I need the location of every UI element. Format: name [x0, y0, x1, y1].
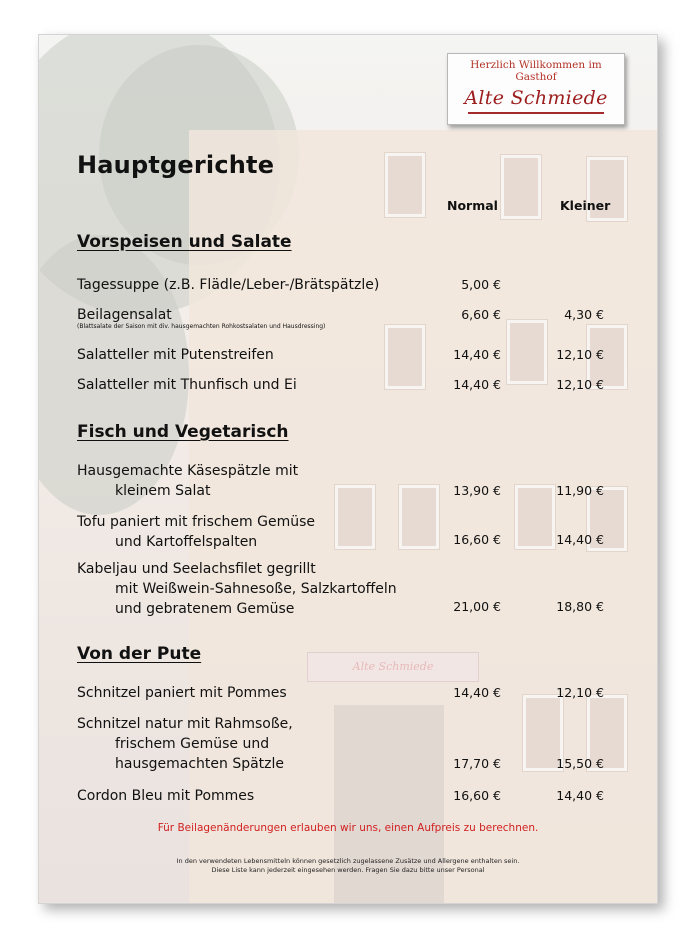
price-kleiner: 4,30 € — [564, 307, 604, 322]
item-line: frischem Gemüse und — [115, 736, 270, 752]
price-normal: 6,60 € — [461, 307, 501, 322]
price-kleiner: 14,40 € — [556, 788, 604, 803]
menu-item — [77, 683, 457, 703]
price-normal: 13,90 € — [453, 483, 501, 498]
item-line: Hausgemachte Käsespätzle mit — [77, 463, 299, 479]
allergen-notice-line: In den verwendeten Lebensmitteln können gesetzlich zugelassene Zusätze und Allergene enthalten sein. — [176, 857, 520, 865]
price-kleiner: 11,90 € — [556, 483, 604, 498]
surcharge-notice: Für Beilagenänderungen erlauben wir uns, einen Aufpreis zu berechnen. — [157, 822, 539, 834]
item-name: Tagessuppe (z.B. Flädle/Leber-/Brätspätzle) — [77, 277, 380, 293]
menu-item — [77, 512, 457, 552]
logo-underline — [468, 112, 604, 114]
price-kleiner: 12,10 € — [556, 377, 604, 392]
item-name: Schnitzel paniert mit Pommes — [77, 685, 287, 701]
item-line: und gebratenem Gemüse — [115, 601, 295, 617]
item-line: Tofu paniert mit frischem Gemüse — [77, 514, 316, 530]
price-normal: 14,40 € — [453, 377, 501, 392]
allergen-notice-line: Diese Liste kann jederzeit eingesehen werden. Fragen Sie dazu bitte unser Personal — [211, 866, 485, 874]
item-note: (Blattsalate der Saison mit div. hausgemachten Rohkostsalaten und Hausdressing) — [77, 323, 326, 330]
item-line: Kabeljau und Seelachsfilet gegrillt — [77, 561, 316, 577]
column-header-normal: Normal — [447, 198, 498, 213]
page-title: Hauptgerichte — [77, 151, 275, 179]
item-line: mit Weißwein-Sahnesoße, Salzkartoffeln — [115, 581, 397, 597]
price-kleiner: 14,40 € — [556, 532, 604, 547]
allergen-notice — [39, 857, 657, 875]
price-kleiner: 18,80 € — [556, 599, 604, 614]
menu-item — [77, 275, 457, 295]
price-normal: 5,00 € — [461, 277, 501, 292]
menu-item — [77, 786, 457, 806]
section-heading-fisch: Fisch und Vegetarisch — [77, 422, 289, 442]
price-normal: 14,40 € — [453, 685, 501, 700]
logo-welcome: Herzlich Willkommen im Gasthof — [470, 59, 602, 83]
menu-item — [77, 375, 457, 395]
price-kleiner: 12,10 € — [556, 685, 604, 700]
logo — [447, 53, 625, 125]
menu-page — [38, 34, 658, 904]
item-line: Schnitzel natur mit Rahmsoße, — [77, 716, 293, 732]
item-name: Salatteller mit Thunfisch und Ei — [77, 377, 297, 393]
section-heading-pute: Von der Pute — [77, 644, 202, 664]
price-normal: 16,60 € — [453, 532, 501, 547]
item-name: Beilagensalat — [77, 307, 172, 323]
item-line: hausgemachten Spätzle — [115, 756, 285, 772]
item-line: und Kartoffelspalten — [115, 534, 258, 550]
section-heading-vorspeisen: Vorspeisen und Salate — [77, 232, 292, 252]
price-kleiner: 15,50 € — [556, 756, 604, 771]
price-kleiner: 12,10 € — [556, 347, 604, 362]
price-normal: 16,60 € — [453, 788, 501, 803]
column-header-kleiner: Kleiner — [560, 198, 611, 213]
price-normal: 17,70 € — [453, 756, 501, 771]
menu-item — [77, 305, 457, 331]
menu-item — [77, 345, 457, 365]
price-normal: 14,40 € — [453, 347, 501, 362]
item-line: kleinem Salat — [115, 483, 211, 499]
logo-name: Alte Schmiede — [464, 87, 608, 109]
menu-item — [77, 461, 457, 501]
price-normal: 21,00 € — [453, 599, 501, 614]
menu-item — [77, 714, 457, 774]
item-name: Cordon Bleu mit Pommes — [77, 788, 255, 804]
menu-item — [77, 559, 457, 619]
inn-sign: Alte Schmiede — [307, 652, 479, 682]
item-name: Salatteller mit Putenstreifen — [77, 347, 274, 363]
